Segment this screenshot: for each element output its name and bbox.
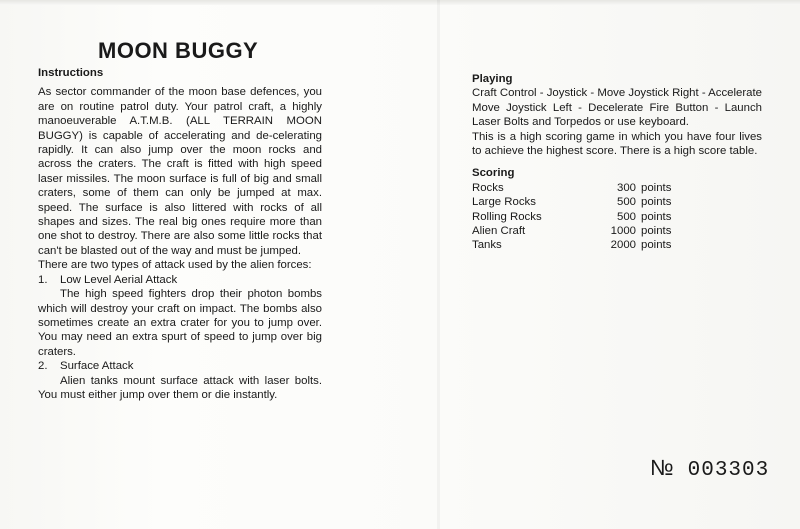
score-item: Rolling Rocks (472, 210, 542, 223)
attack-intro: There are two types of attack used by the alien forces: (38, 259, 312, 272)
attack-item-title (38, 359, 322, 373)
attack-description: The high speed fighters drop their photon bombs which will destroy your craft on impact. The bombs also sometimes create an extra crater for you to jump over. You may need an extra spurt of speed to jump over big craters. (38, 288, 322, 358)
attack-description: Alien tanks mount surface attack with laser bolts. You must either jump over them or die instantly. (38, 374, 322, 401)
score-unit: points (641, 239, 672, 252)
score-item: Rocks (472, 181, 504, 194)
serial-digits: 003303 (687, 459, 770, 482)
paper-edge (0, 0, 800, 5)
instructions-heading: Instructions (38, 67, 104, 79)
instructions-intro: As sector commander of the moon base defences, you are on routine patrol duty. Your patrol craft, a highly manoeuverable A.T.M.B. (ALL TERRAIN MOON BUGGY) is capable of accelerating and de-celerating rapidly. It can also jump over the moon rocks and across the craters. The craft is fitted with high speed laser missiles. The moon surface is full of big and small craters, some of them can only be jumped at max. speed. The surface is also littered with rocks of all shapes and sizes. The real big ones require more than one shot to destroy. There are also some little rocks that can't be blasted out of the way and must be jumped. (38, 86, 322, 257)
page-title: MOON BUGGY (98, 38, 259, 63)
scoring-heading: Scoring (472, 167, 515, 180)
scoring-section (472, 166, 762, 252)
score-unit: points (641, 181, 672, 194)
score-unit: points (641, 196, 672, 209)
playing-section (472, 72, 762, 253)
score-item: Alien Craft (472, 225, 526, 238)
score-row (472, 210, 762, 224)
score-item: Large Rocks (472, 196, 536, 209)
attack-title: Low Level Aerial Attack (60, 273, 178, 286)
score-points: 2000 (610, 239, 636, 252)
number-sign: № (650, 455, 674, 480)
score-points: 1000 (610, 225, 636, 238)
score-points: 300 (616, 181, 636, 194)
score-points: 500 (616, 210, 636, 223)
score-row (472, 181, 762, 195)
attack-number: 2. (38, 360, 48, 373)
attack-item-title (38, 273, 322, 287)
serial-number (650, 455, 769, 482)
attack-title: Surface Attack (60, 360, 134, 373)
score-points: 500 (616, 196, 636, 209)
playing-controls: Craft Control - Joystick - Move Joystick Right - Accelerate Move Joystick Left - Decelerate Fire Button - Launch Laser Bolts and Torpedos or use keyboard. (472, 87, 762, 129)
score-row (472, 195, 762, 209)
score-item: Tanks (472, 239, 502, 252)
score-unit: points (641, 225, 672, 238)
playing-description: This is a high scoring game in which you have four lives to achieve the highest score. There is a high score table. (472, 130, 762, 158)
attack-number: 1. (38, 273, 48, 286)
score-row (472, 224, 762, 238)
instructions-section (38, 66, 322, 402)
score-unit: points (641, 210, 672, 223)
fold-line (437, 0, 440, 529)
playing-heading: Playing (472, 73, 513, 85)
score-row (472, 238, 762, 252)
